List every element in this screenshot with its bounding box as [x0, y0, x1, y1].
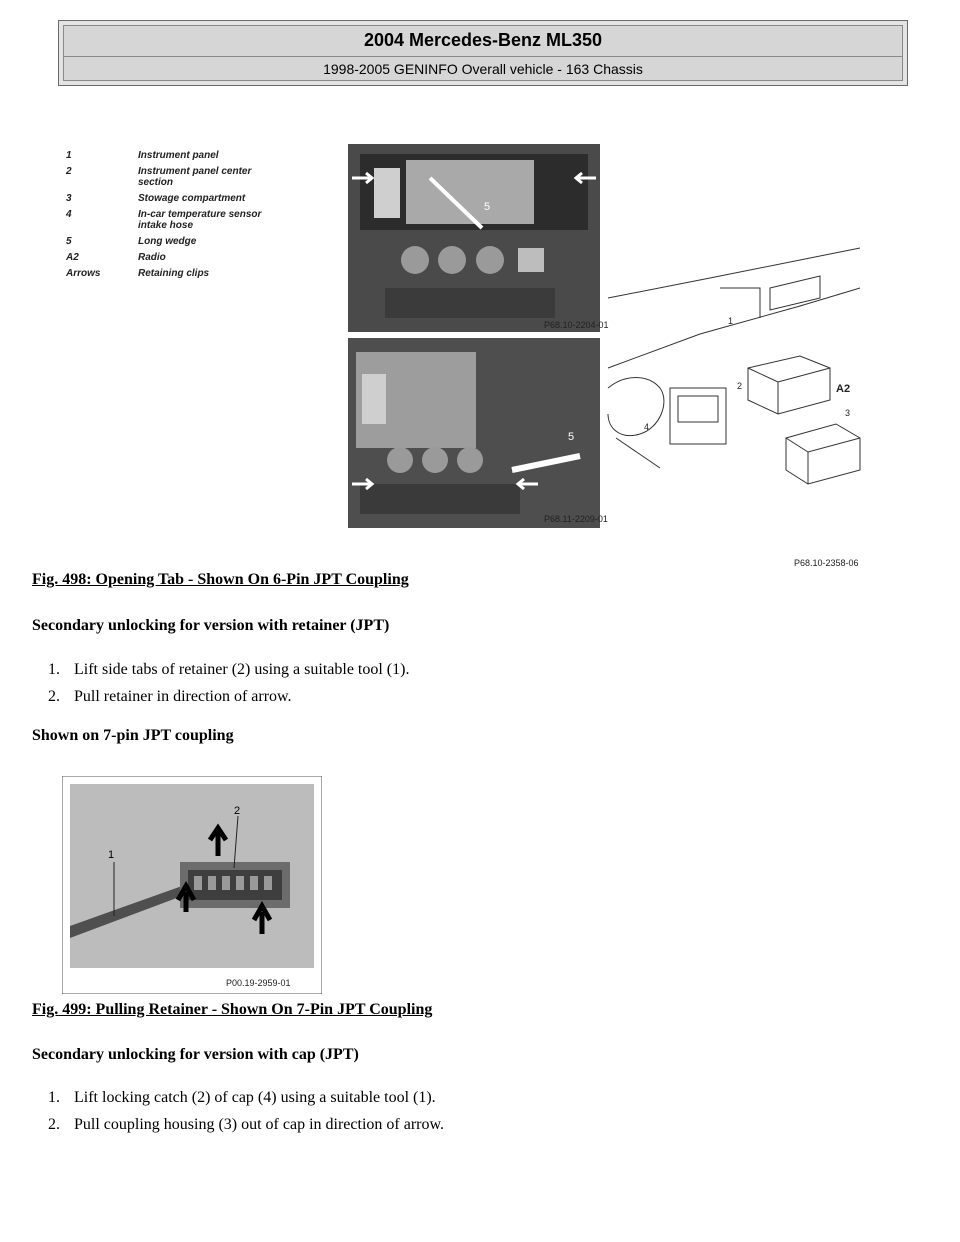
list-item	[48, 1116, 444, 1134]
figure-498-caption: Fig. 498: Opening Tab - Shown On 6-Pin JPT Coupling	[32, 571, 409, 588]
header-frame	[63, 25, 903, 81]
legend-text: Long wedge	[138, 236, 197, 247]
photo-code-label: P68.10-2204-01	[544, 320, 609, 330]
callout-a2: A2	[836, 383, 851, 395]
photo-top	[348, 144, 609, 332]
legend-text: Radio	[138, 252, 166, 263]
legend-text: In-car temperature sensor intake hose	[138, 209, 262, 231]
callout-two: 2	[737, 381, 743, 391]
section-heading-retainer: Secondary unlocking for version with retainer (JPT)	[32, 617, 390, 634]
drawing-code-label: P68.10-2358-06	[794, 558, 859, 568]
step-number: 2.	[48, 688, 60, 705]
list-item	[48, 661, 409, 679]
callout-one: 1	[728, 316, 734, 326]
callout-three: 3	[845, 408, 851, 418]
legend-key: 2	[66, 166, 72, 177]
callout-four: 4	[644, 422, 650, 432]
legend-text: Instrument panel	[138, 150, 219, 161]
legend-key: 4	[66, 209, 72, 220]
step-text: Pull coupling housing (3) out of cap in direction of arrow.	[74, 1116, 444, 1133]
photo-bottom	[348, 338, 608, 528]
document-title: 2004 Mercedes-Benz ML350	[363, 30, 603, 50]
drawing-callouts	[644, 316, 859, 568]
figure-499-caption: Fig. 499: Pulling Retainer - Shown On 7-Pin JPT Coupling	[32, 1001, 433, 1018]
legend-text: Retaining clips	[138, 268, 210, 279]
list-item	[48, 1089, 436, 1107]
legend-text: Instrument panel center section	[138, 166, 252, 188]
section-heading-7pin: Shown on 7-pin JPT coupling	[32, 727, 234, 744]
dashboard-drawing	[608, 248, 860, 484]
photo-code-label: P00.19-2959-01	[226, 978, 291, 988]
legend-key: 1	[66, 150, 72, 161]
callout-five: 5	[568, 431, 575, 443]
figure-498-illustration	[60, 138, 900, 570]
list-item	[48, 688, 292, 706]
header-divider	[64, 56, 902, 57]
step-number: 2.	[48, 1116, 60, 1133]
step-text: Lift side tabs of retainer (2) using a suitable tool (1).	[74, 661, 410, 678]
callout-five: 5	[484, 201, 491, 213]
section-heading-cap: Secondary unlocking for version with cap (JPT)	[32, 1046, 359, 1063]
step-text: Pull retainer in direction of arrow.	[74, 688, 292, 705]
step-text: Lift locking catch (2) of cap (4) using a suitable tool (1).	[74, 1089, 436, 1106]
legend-text: Stowage compartment	[138, 193, 246, 204]
callout-two: 2	[234, 805, 241, 817]
legend-key: Arrows	[66, 268, 101, 279]
step-number: 1.	[48, 1089, 60, 1106]
step-number: 1.	[48, 661, 60, 678]
document-subtitle: 1998-2005 GENINFO Overall vehicle - 163 Chassis	[323, 61, 643, 77]
callout-one: 1	[108, 849, 115, 861]
legend-key: 5	[66, 236, 72, 247]
figure-499-photo	[62, 776, 322, 994]
page-header	[58, 20, 908, 86]
legend-key: 3	[66, 193, 72, 204]
legend-key: A2	[66, 252, 79, 263]
photo-code-label: P68.11-2209-01	[544, 514, 608, 524]
